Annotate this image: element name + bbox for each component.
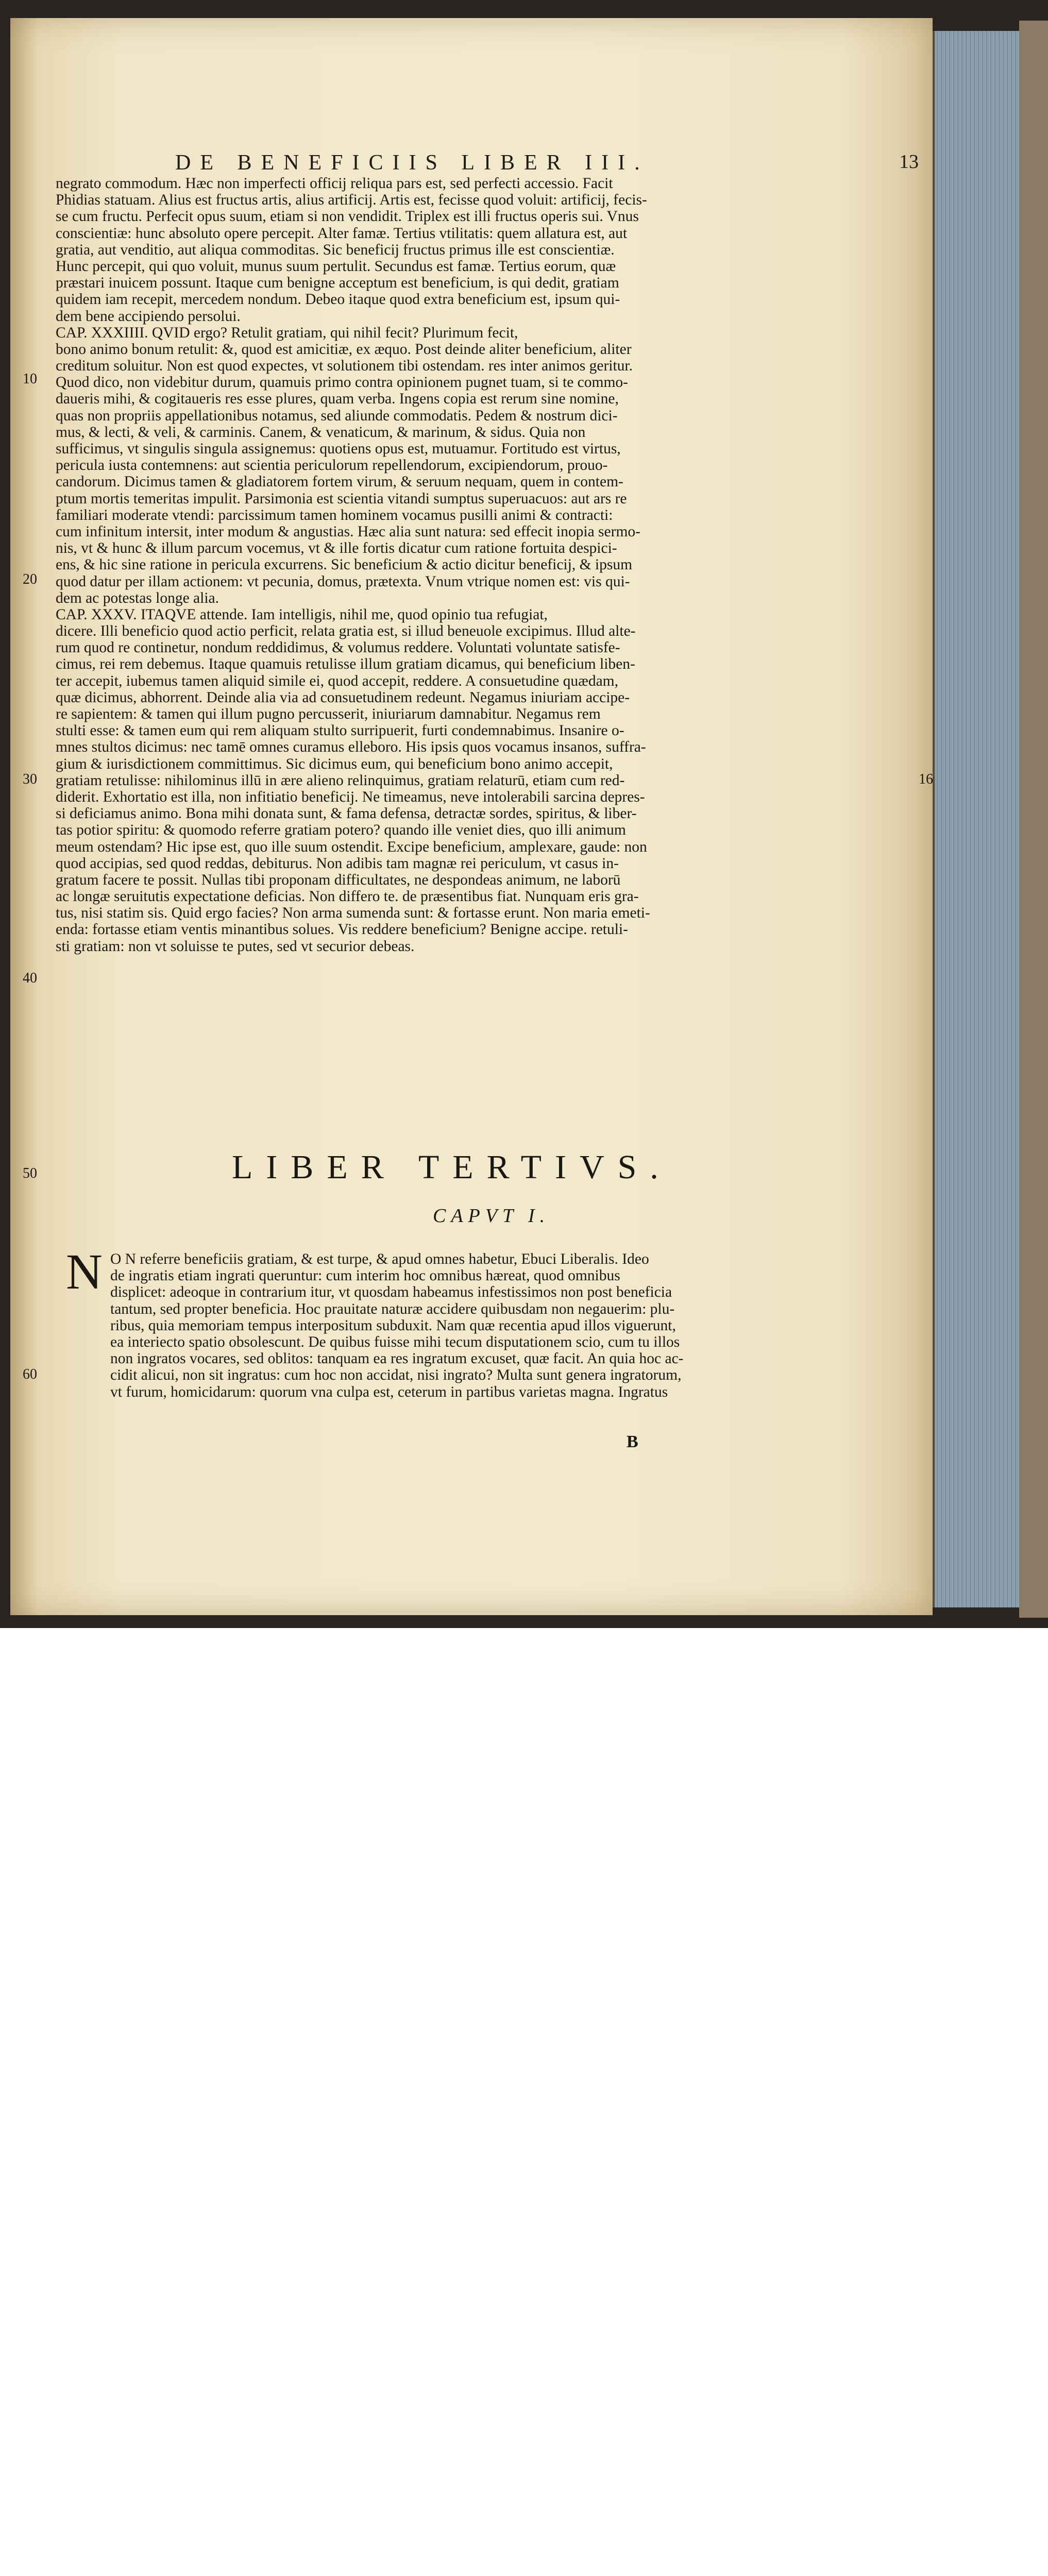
drop-capital: N [66, 1244, 103, 1300]
text-line: quod datur per illam actionem: vt pecunia, domus, prætexta. Vnum vtrique nomen est: vis qui- [56, 573, 630, 590]
text-line: mus, & lecti, & veli, & carminis. Canem, & venaticum, & marinum, & sidus. Quia non [56, 423, 586, 440]
text-line: negrato commodum. Hæc non imperfecti officij reliqua pars est, sed perfecti accessio. Facit [56, 175, 613, 192]
text-line: quod accipias, sed quod reddas, debiturus. Non adibis tam magnæ rei periculum, vt casus in- [56, 855, 619, 872]
text-line: CAP. XXXV. ITAQVE attende. Iam intelligis, nihil me, quod opinio tua refugiat, [56, 606, 548, 623]
viewer-footer [0, 1628, 1048, 1701]
text-block-chapter-one [110, 1251, 917, 1400]
text-line: daueris mihi, & cogitaueris res esse plures, quam verba. Ingens copia est rerum sine nomine, [56, 391, 619, 408]
margin-line-number-right: 16 [919, 771, 933, 787]
text-line: Hunc percepit, qui quo voluit, munus suum pertulit. Secundus est famæ. Tertius eorum, quæ [56, 258, 616, 275]
text-line: tas potior spiritu: & quomodo referre gratiam potero? quando ille veniet dies, quo illi animum [56, 822, 626, 839]
text-line: quidem iam recepit, mercedem nondum. Debeo itaque quod extra beneficium est, ipsum qui- [56, 291, 620, 308]
text-line: si deficiamus animo. Bona mihi donata sunt, & fama defensa, detractæ sordes, spiritus, & liber- [56, 805, 637, 822]
book-title: LIBER TERTIVS. [232, 1148, 672, 1186]
text-line: stulti esse: & tamen eum qui rem aliquam stulto surripuerit, furti condemnabimus. Insanire o- [56, 722, 624, 739]
margin-line-number: 50 [23, 1165, 37, 1181]
margin-line-number: 20 [23, 571, 37, 587]
text-line: bono animo bonum retulit: &, quod est amicitiæ, ex æquo. Post deinde aliter beneficium, aliter [56, 341, 632, 358]
text-line: ea interiecto spatio obsolescunt. De quibus fuisse mihi tecum disputationem scio, cum tu illos [110, 1333, 680, 1350]
text-line: tus, nisi statim sis. Quid ergo facies? Non arma sumenda sunt: & fortasse erunt. Non maria emeti- [56, 905, 650, 922]
text-line: ptum mortis temeritas impulit. Parsimonia est scientia vitandi sumptus superuacuos: aut ars re [56, 490, 627, 507]
text-line: præstari inuicem possunt. Itaque cum benigne acceptum est beneficium, is qui dedit, gratiam [56, 275, 619, 292]
text-line: enda: fortasse etiam ventis minantibus solues. Vis reddere beneficium? Benigne accipe. retuli- [56, 921, 628, 938]
text-line: dicere. Illi beneficio quod actio perficit, relata gratia est, si illud beneuole excipimus. Illud alte- [56, 623, 636, 640]
text-line: Phidias statuam. Alius est fructus artis, alius artificij. Artis est, fecisse quod voluit: artificij, fecis- [56, 192, 647, 209]
text-line: de ingratis etiam ingrati queruntur: cum interim hoc omnibus hæreat, quod omnibus [110, 1267, 620, 1284]
running-head: DE BENEFICIIS LIBER III. [175, 151, 649, 175]
text-line: quas non propriis appellationibus notamus, sed aliunde commodatis. Pedem & nostrum dici- [56, 407, 618, 424]
text-line: vt furum, homicidarum: quorum vna culpa est, ceterum in partibus varietas magna. Ingratus [110, 1383, 668, 1400]
text-line: cidit alicui, non sit ingratus: cum hoc non accidat, nisi ingrato? Multa sunt genera ingratorum, [110, 1367, 682, 1384]
text-line: diderit. Exhortatio est illa, non infitiatio beneficij. Ne timeamus, neve intolerabili sarcina depres- [56, 788, 645, 805]
page-edges [933, 31, 1022, 1607]
text-line: familiari moderate vtendi: parcissimum tamen hominem vocamus pusilli animi & contracti: [56, 506, 613, 523]
text-line: CAP. XXXIIII. QVID ergo? Retulit gratiam, qui nihil fecit? Plurimum fecit, [56, 324, 518, 341]
text-line: Quod dico, non videbitur durum, quamuis primo contra opinionem pugnet tuam, si te commo- [56, 374, 628, 391]
chapter-title: CAPVT I. [433, 1205, 550, 1227]
margin-line-number: 40 [23, 970, 37, 986]
text-line: creditum soluitur. Non est quod expectes, vt solutionem tibi ostendam. res inter animos geritur. [56, 358, 633, 375]
text-line: gium & iurisdictionem committimus. Sic dicimus eum, qui beneficium bono animo accepit, [56, 755, 613, 772]
text-line: tantum, sed propter beneficia. Hoc prauitate naturæ accidere quibusdam non negauerim: plu- [110, 1300, 675, 1317]
text-line: re sapientem: & tamen qui illum pugno percusserit, iniuriarum damnabitur. Negamus rem [56, 706, 601, 722]
text-line: sti gratiam: non vt soluisse te putes, sed vt securior debeas. [56, 938, 415, 955]
text-line: dem ac potestas longe alia. [56, 589, 219, 606]
text-line: ribus, quia memoriam tempus interpositum subduxit. Nam quæ recentia apud illos viguerunt, [110, 1317, 676, 1334]
text-line: conscientiæ: hunc absoluto opere percepit. Alter famæ. Tertius vtilitatis: quem allatura est, aut [56, 225, 628, 242]
text-line: nis, vt & hunc & illum parcum vocemus, vt & ille fortis dicatur cum ratione fortuita despici- [56, 540, 617, 557]
text-line: mnes stultos dicimus: nec tamē omnes curamus elleboro. His ipsis quos vocamus insanos, suffra- [56, 739, 646, 756]
text-line: sufficimus, vt singulis singula assignemus: quotiens opus est, mutuamur. Fortitudo est virtus, [56, 440, 621, 457]
text-line: gratia, aut venditio, aut aliqua commoditas. Sic beneficij fructus primus ille est conscientiæ. [56, 241, 615, 258]
text-line: ter accepit, iubemus tamen aliquid simile ei, quod accepit, reddere. A consuetudine quædam, [56, 672, 618, 689]
text-line: gratum facere te possit. Nullas tibi proponam difficultates, ne despondeas animum, ne laborū [56, 871, 621, 888]
book-cover [1019, 21, 1048, 1618]
text-line: candorum. Dicimus tamen & gladiatorem fortem virum, & seruum nequam, quem in contem- [56, 473, 623, 490]
text-block-previous-book [56, 175, 917, 955]
text-line: non ingratos vocares, sed oblitos: tanquam ea res ingratum excuset, quæ facit. An quia hoc ac- [110, 1350, 684, 1367]
margin-line-number: 10 [23, 371, 37, 387]
margin-line-number: 60 [23, 1366, 37, 1382]
margin-line-number: 30 [23, 771, 37, 787]
text-line: meum ostendam? Hic ipse est, quo ille suum ostendit. Excipe beneficium, amplexare, gaude: non [56, 838, 647, 855]
text-line: cum infinitum intersit, inter modum & angustias. Hæc alia sunt natura: sed effecit inopia sermo- [56, 523, 640, 540]
text-line: displicet: adeoque in contrarium itur, vt quosdam habeamus infestissimos non post beneficia [110, 1284, 672, 1301]
text-line: dem bene accipiendo persolui. [56, 308, 241, 325]
text-line: rum quod re continetur, nondum reddidimus, & volumus reddere. Voluntati voluntate satisfe- [56, 639, 620, 656]
text-line: O N referre beneficiis gratiam, & est turpe, & apud omnes habetur, Ebuci Liberalis. Ideo [110, 1251, 649, 1267]
text-line: gratiam retulisse: nihilominus illū in ære alieno relinquimus, gratiam relaturū, etiam cum red- [56, 772, 625, 789]
text-line: quæ dicimus, abhorrent. Deinde alia via ad consuetudinem redeunt. Negamus iniuriam accipe- [56, 689, 630, 706]
page-number: 13 [899, 151, 919, 173]
text-line: pericula iusta contemnens: aut scientia periculorum repellendorum, excipiendorum, prouo- [56, 457, 608, 474]
text-line: ens, & hic sine ratione in pericula excurrens. Sic beneficium & actio dicitur beneficij, & ipsum [56, 556, 633, 573]
text-line: se cum fructu. Perfecit opus suum, etiam si non vendidit. Triplex est illi fructus operis sui. Vnus [56, 208, 639, 225]
text-line: cimus, rei rem debemus. Itaque quamuis retulisse illum gratiam dicamus, qui beneficium liben- [56, 656, 635, 673]
signature-mark: B [627, 1432, 638, 1451]
text-line: ac longæ seruitutis expectatione deficias. Non differo te. de præsentibus fiat. Nunquam eris gra- [56, 888, 639, 905]
